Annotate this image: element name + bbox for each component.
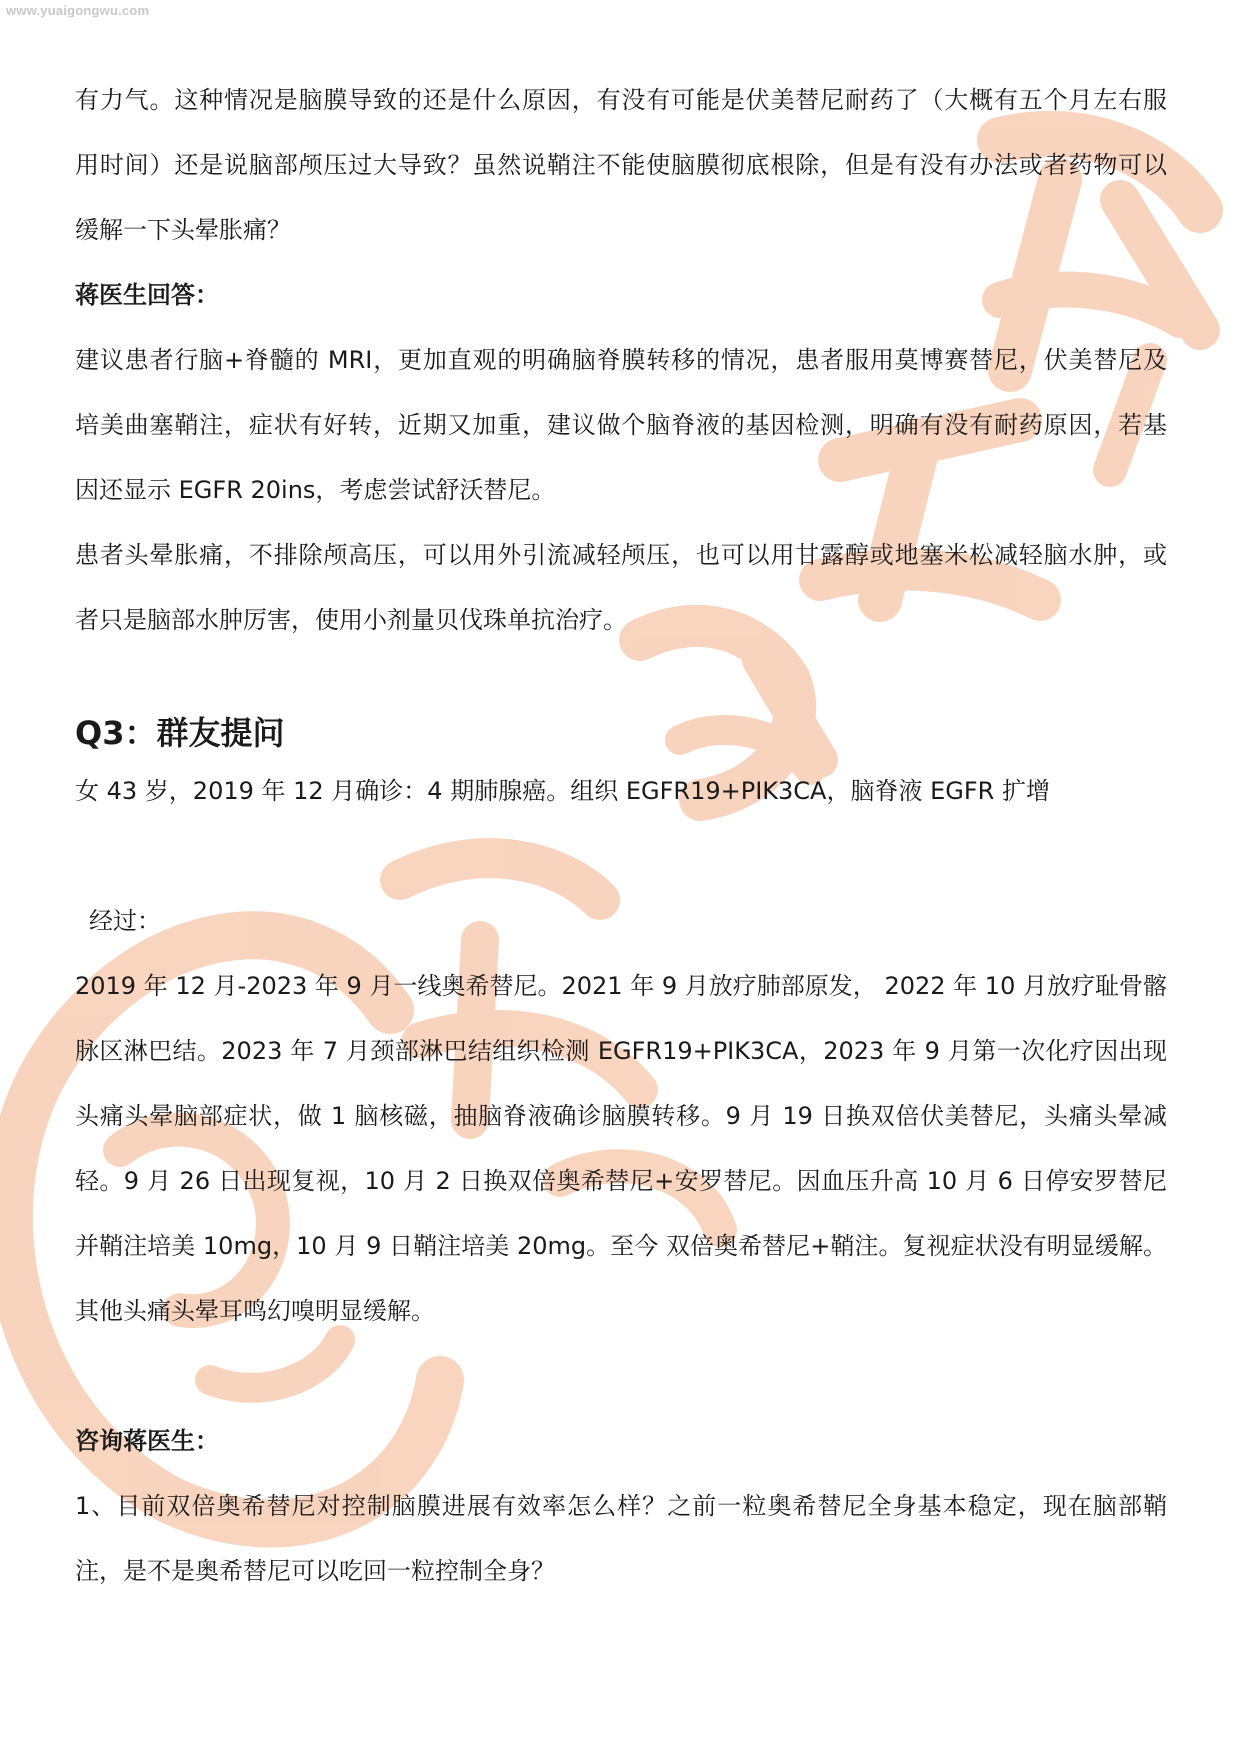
paragraph-line: 脉区淋巴结。2023 年 7 月颈部淋巴结组织检测 EGFR19+PIK3CA，2023 年 9 月第一次化疗因出现 bbox=[75, 1037, 1167, 1065]
paragraph-line: 轻。9 月 26 日出现复视，10 月 2 日换双倍奥希替尼+安罗替尼。因血压升高 10 月 6 日停安罗替尼 bbox=[75, 1167, 1167, 1195]
paragraph-line: 其他头痛头晕耳鸣幻嗅明显缓解。 bbox=[75, 1297, 435, 1325]
paragraph-line: 并鞘注培美 10mg，10 月 9 日鞘注培美 20mg。至今 双倍奥希替尼+鞘注。复视症状没有明显缓解。 bbox=[75, 1232, 1167, 1260]
paragraph-line: 有力气。这种情况是脑膜导致的还是什么原因，有没有可能是伏美替尼耐药了（大概有五个月左右服 bbox=[75, 86, 1167, 114]
spacer bbox=[75, 838, 1167, 903]
document-body bbox=[75, 82, 1167, 1618]
paragraph-line: 注，是不是奥希替尼可以吃回一粒控制全身？ bbox=[75, 1557, 555, 1585]
paragraph-line: 患者头晕胀痛，不排除颅高压，可以用外引流减轻颅压，也可以用甘露醇或地塞米松减轻脑水肿，或 bbox=[75, 541, 1167, 569]
spacer bbox=[75, 1358, 1167, 1423]
paragraph-line: 建议患者行脑+脊髓的 MRI，更加直观的明确脑脊膜转移的情况，患者服用莫博赛替尼，伏美替尼及 bbox=[75, 346, 1167, 374]
q3-intro: 女 43 岁，2019 年 12 月确诊：4 期肺腺癌。组织 EGFR19+PIK3CA，脑脊液 EGFR 扩增 bbox=[75, 777, 1050, 805]
answer-label: 蒋医生回答： bbox=[75, 281, 219, 309]
paragraph-line: 2019 年 12 月-2023 年 9 月一线奥希替尼。2021 年 9 月放疗肺部原发， 2022 年 10 月放疗耻骨髂 bbox=[75, 972, 1167, 1000]
course-label: 经过： bbox=[89, 907, 161, 935]
paragraph-line: 用时间）还是说脑部颅压过大导致？虽然说鞘注不能使脑膜彻底根除，但是有没有办法或者药物可以 bbox=[75, 151, 1167, 179]
consult-label: 咨询蒋医生： bbox=[75, 1427, 219, 1455]
watermark-url: www.yuaigongwu.com bbox=[6, 3, 150, 18]
paragraph-line: 培美曲塞鞘注，症状有好转，近期又加重，建议做个脑脊液的基因检测，明确有没有耐药原因，若基 bbox=[75, 411, 1167, 439]
paragraph-line: 1、目前双倍奥希替尼对控制脑膜进展有效率怎么样？之前一粒奥希替尼全身基本稳定，现在脑部鞘 bbox=[75, 1492, 1167, 1520]
paragraph-line: 因还显示 EGFR 20ins，考虑尝试舒沃替尼。 bbox=[75, 476, 556, 504]
paragraph-line: 者只是脑部水肿厉害，使用小剂量贝伐珠单抗治疗。 bbox=[75, 606, 627, 634]
paragraph-line: 缓解一下头晕胀痛？ bbox=[75, 216, 291, 244]
spacer bbox=[75, 667, 1167, 711]
paragraph-line: 头痛头晕脑部症状，做 1 脑核磁，抽脑脊液确诊脑膜转移。9 月 19 日换双倍伏美替尼，头痛头晕减 bbox=[75, 1102, 1167, 1130]
section-heading-q3: Q3：群友提问 bbox=[75, 714, 285, 752]
